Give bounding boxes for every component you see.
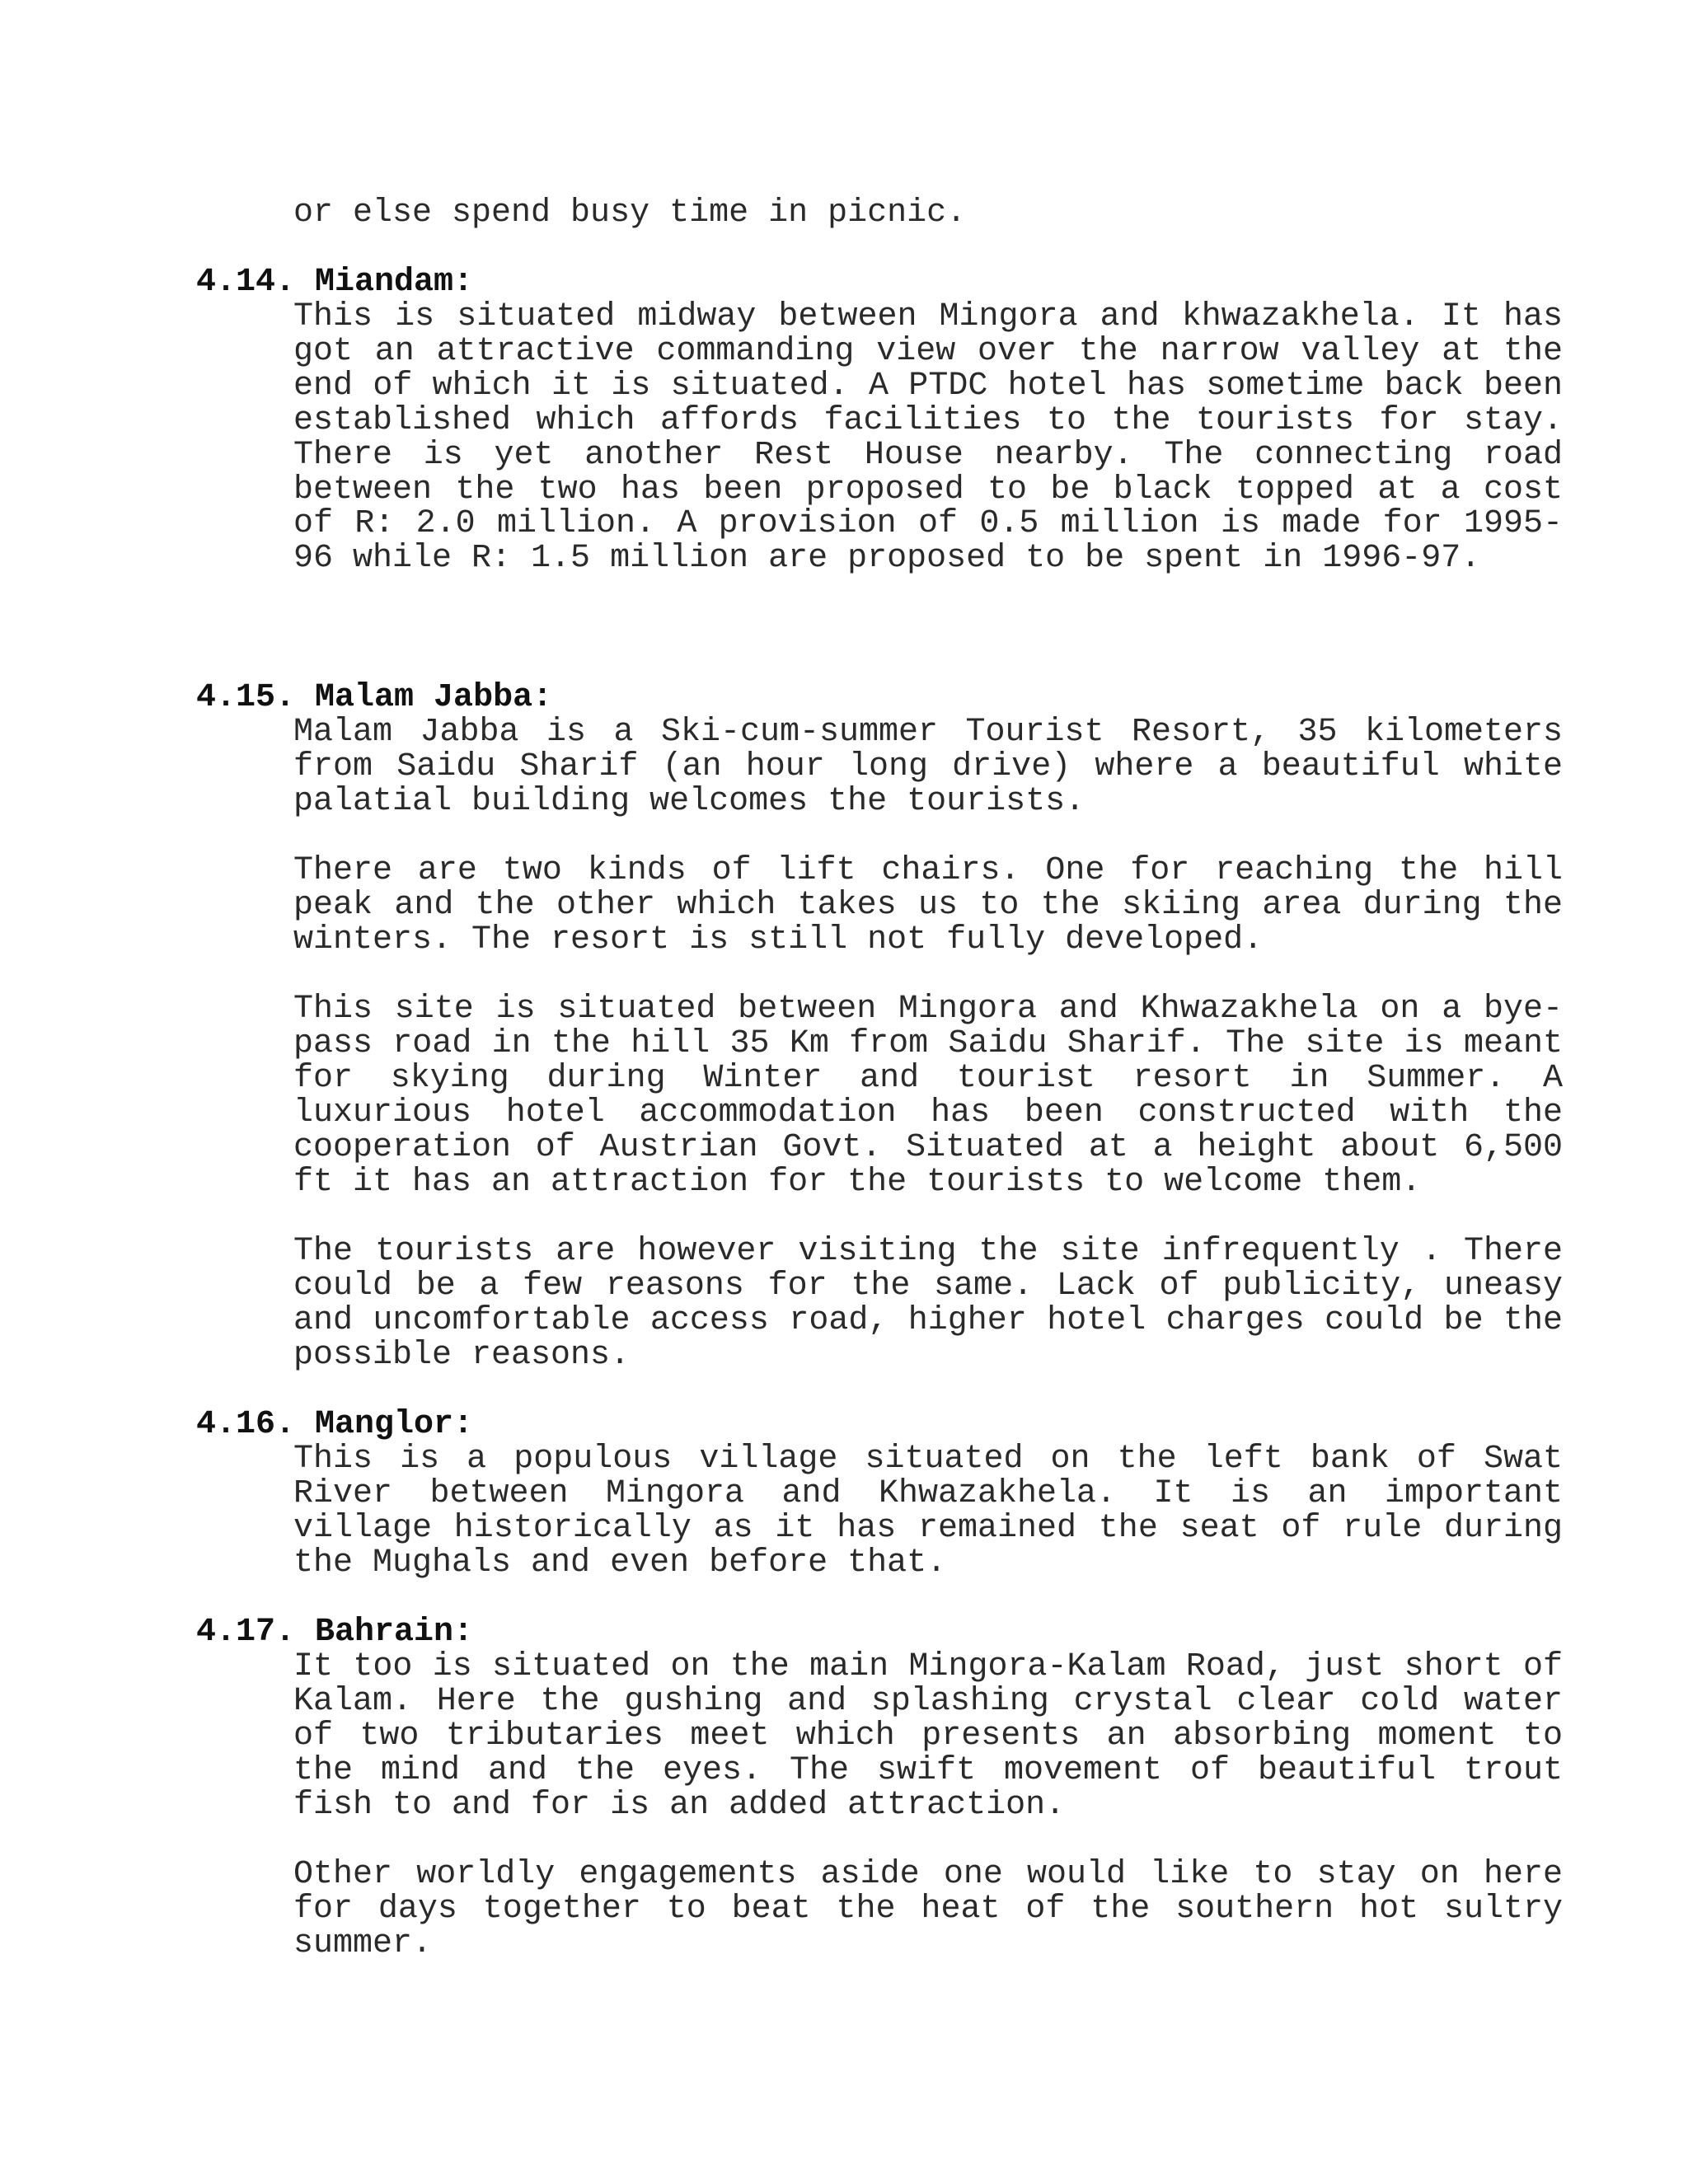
paragraph-bahrain-2: Other worldly engagements aside one would like to stay on here for days together to beat the heat of the southern hot sultry summer. — [293, 1856, 1563, 1962]
paragraph-bahrain-1: It too is situated on the main Mingora-Kalam Road, just short of Kalam. Here the gushing and splashing crystal clear cold water of two tributaries meet which presents an absorbing moment to the mind and the eyes. The swift movement of beautiful trout fish to and for is an added attraction. — [293, 1648, 1563, 1824]
section-heading-malam-jabba — [196, 681, 552, 715]
section-heading-bahrain — [196, 1615, 473, 1650]
section-title: Bahrain: — [315, 1614, 474, 1651]
paragraph-miandam: This is situated midway between Mingora and khwazakhela. It has got an attractive commanding view over the narrow valley at the end of which it is situated. A PTDC hotel has sometime back been established which affords facilities to the tourists for stay. There is yet another Rest House nearby. The connecting road between the two has been proposed to be black topped at a cost of R: 2.0 million. A provision of 0.5 million is made for 1995-96 while R: 1.5 million are proposed to be spent in 1996-97. — [293, 298, 1563, 578]
paragraph-manglor: This is a populous village situated on the left bank of Swat River between Mingora and Khwazakhela. It is an important village historically as it has remained the seat of rule during the Mughals and even before that. — [293, 1441, 1563, 1582]
section-title: Malam Jabba: — [315, 679, 553, 716]
section-number: 4.16. — [196, 1406, 296, 1443]
section-heading-miandam — [196, 265, 473, 300]
intro-paragraph: or else spend busy time in picnic. — [293, 194, 967, 232]
section-number: 4.17. — [196, 1614, 296, 1651]
section-title: Miandam: — [315, 264, 474, 301]
paragraph-malam-jabba-1: Malam Jabba is a Ski-cum-summer Tourist Resort, 35 kilometers from Saidu Sharif (an hour long drive) where a beautiful white palatial building welcomes the tourists. — [293, 714, 1563, 820]
section-heading-manglor — [196, 1408, 473, 1442]
section-number: 4.15. — [196, 679, 296, 716]
paragraph-malam-jabba-3: This site is situated between Mingora and Khwazakhela on a bye-pass road in the hill 35 Km from Saidu Sharif. The site is meant for skying during Winter and tourist resort in Summer. A luxurious hotel accommodation has been constructed with the cooperation of Austrian Govt. Situated at a height about 6,500 ft it has an attraction for the tourists to welcome them. — [293, 991, 1563, 1201]
paragraph-malam-jabba-2: There are two kinds of lift chairs. One for reaching the hill peak and the other which takes us to the skiing area during the winters. The resort is still not fully developed. — [293, 852, 1563, 958]
section-number: 4.14. — [196, 264, 296, 301]
section-title: Manglor: — [315, 1406, 474, 1443]
paragraph-malam-jabba-4: The tourists are however visiting the site infrequently . There could be a few reasons for the same. Lack of publicity, uneasy and uncomfortable access road, higher hotel charges could be the possible reasons. — [293, 1233, 1563, 1374]
